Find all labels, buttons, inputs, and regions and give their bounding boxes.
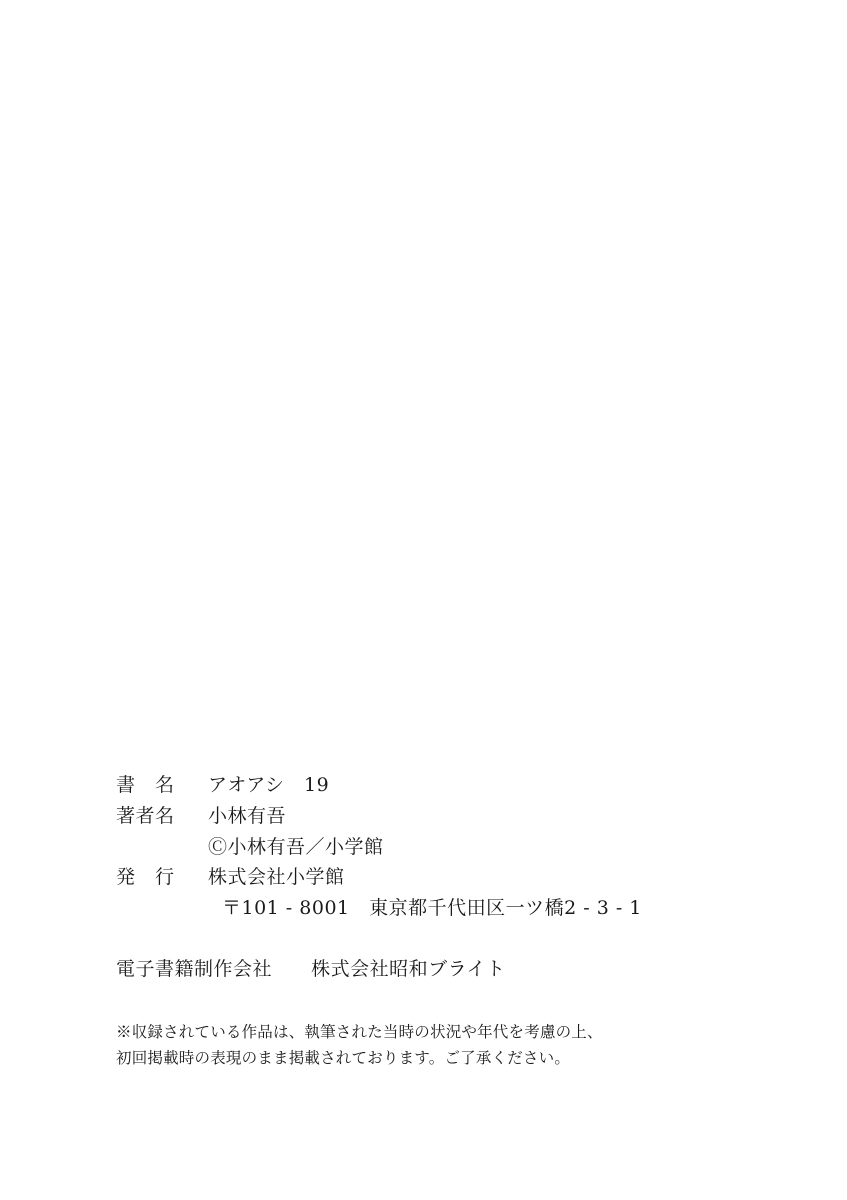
copyright-text: Ⓒ小林有吾／小学館: [208, 835, 384, 858]
title-value: アオアシ 19: [208, 774, 330, 796]
producer-row: [116, 954, 776, 981]
producer-value: 株式会社昭和ブライト: [311, 957, 506, 980]
producer-label: 電子書籍制作会社: [116, 957, 273, 980]
title-row: [116, 770, 776, 801]
title-label: 書 名: [116, 774, 175, 796]
editorial-notice: [116, 1019, 776, 1072]
author-label: 著者名: [116, 804, 175, 827]
notice-line-1: ※収録されている作品は、執筆された当時の状況や年代を考慮の上、: [116, 1022, 603, 1041]
address-row: [116, 893, 776, 924]
publication-info: [116, 770, 776, 924]
author-row: [116, 801, 776, 832]
publisher-row: [116, 862, 776, 893]
colophon-block: [116, 770, 776, 1072]
notice-line-2: 初回掲載時の表現のまま掲載されております。ご了承ください。: [116, 1049, 571, 1068]
publisher-label: 発 行: [116, 866, 175, 889]
publisher-value: 株式会社小学館: [208, 866, 345, 889]
copyright-row: [116, 832, 776, 863]
author-value: 小林有吾: [208, 804, 287, 827]
address-text: 〒101 - 8001 東京都千代田区一ツ橋2 - 3 - 1: [222, 897, 642, 920]
